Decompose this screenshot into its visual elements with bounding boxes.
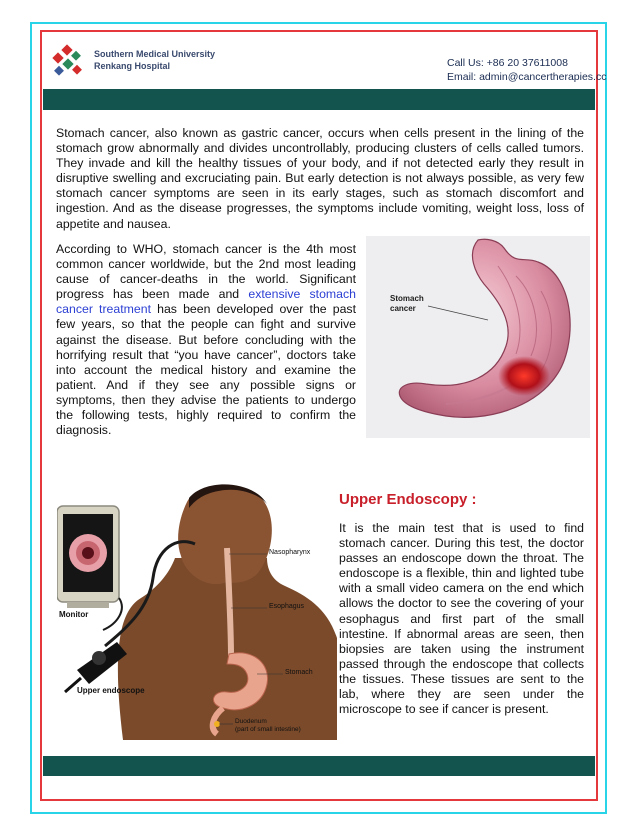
label-upper-endoscope: Upper endoscope [77, 686, 145, 695]
label-duodenum [235, 718, 301, 734]
endoscopy-illustration [57, 478, 337, 740]
hospital-name-line1: Southern Medical University [94, 49, 216, 59]
page-header [43, 34, 607, 89]
header-band [43, 89, 595, 110]
label-esophagus: Esophagus [269, 603, 305, 610]
hospital-logo-icon [48, 40, 90, 82]
label-nasopharynx: Nasopharynx [269, 549, 311, 556]
footer-band [43, 756, 595, 776]
stomach-label-line2: cancer [390, 304, 416, 313]
intro-paragraph: Stomach cancer, also known as gastric cancer, occurs when cells present in the lining of the stomach grow abnormally and divides uncontrollably, producing clusters of cells called tumors. They invade and kill the healthy tissues of your body, and if not detected early they result in disruptive swelling and excruciating pain. But early detection is not always possible, as very few stomach cancer symptoms are seen in its early stages, such as stomach discomfort and ingestion. And as the disease progresses, the symptoms include vomiting, weight loss, loss of appetite and nausea. [56, 126, 584, 231]
label-duodenum-note: (part of small intestine) [235, 726, 301, 733]
upper-endoscopy-heading: Upper Endoscopy : [339, 491, 477, 508]
stomach-cancer-label [390, 294, 424, 314]
who-text-end: has been developed over the past few years, so that the people can fight and survive against the disease. But before concluding with the horrifying result that “you have cancer”, doctors take into account the medical history and examine the patient. And if they see any possible signs or symptoms, then they advise the patients to undergo the following tests, highly required to confirm the diagnosis. [56, 302, 356, 438]
who-text-start: According to WHO, stomach cancer is the 4th most common cancer worldwide, but the 2nd most leading cause of cancer-deaths in the world. Significant progress has been made and [56, 242, 356, 302]
label-monitor: Monitor [59, 610, 89, 619]
label-duodenum-name: Duodenum [235, 718, 267, 725]
hospital-logo [48, 40, 216, 82]
contact-info [447, 56, 606, 84]
who-paragraph [56, 242, 356, 438]
stomach-illustration-svg [366, 236, 590, 438]
label-stomach: Stomach [285, 669, 313, 676]
stomach-cancer-illustration [366, 236, 590, 438]
stomach-label-line1: Stomach [390, 294, 424, 303]
endoscopy-paragraph: It is the main test that is used to find stomach cancer. During this test, the doctor passes an endoscope down the throat. The endoscope is a flexible, thin and lighted tube with a small video camera on the end which allows the doctor to see the covering of your esophagus and first part of the small intestine. If abnormal areas are seen, then biopsies are taken using the instrument passed through the endoscope that collects the tissues. These tissues are sent to the lab, where they are seen under the microscope to see if cancer is present. [339, 521, 584, 717]
email-address: Email: admin@cancertherapies.cc [447, 71, 607, 83]
hospital-name-line2: Renkang Hospital [94, 61, 171, 71]
hospital-name [94, 48, 215, 72]
treatment-link[interactable]: extensive stomach cancer treatment [56, 287, 356, 317]
phone-number: Call Us: +86 20 37611008 [447, 57, 568, 69]
